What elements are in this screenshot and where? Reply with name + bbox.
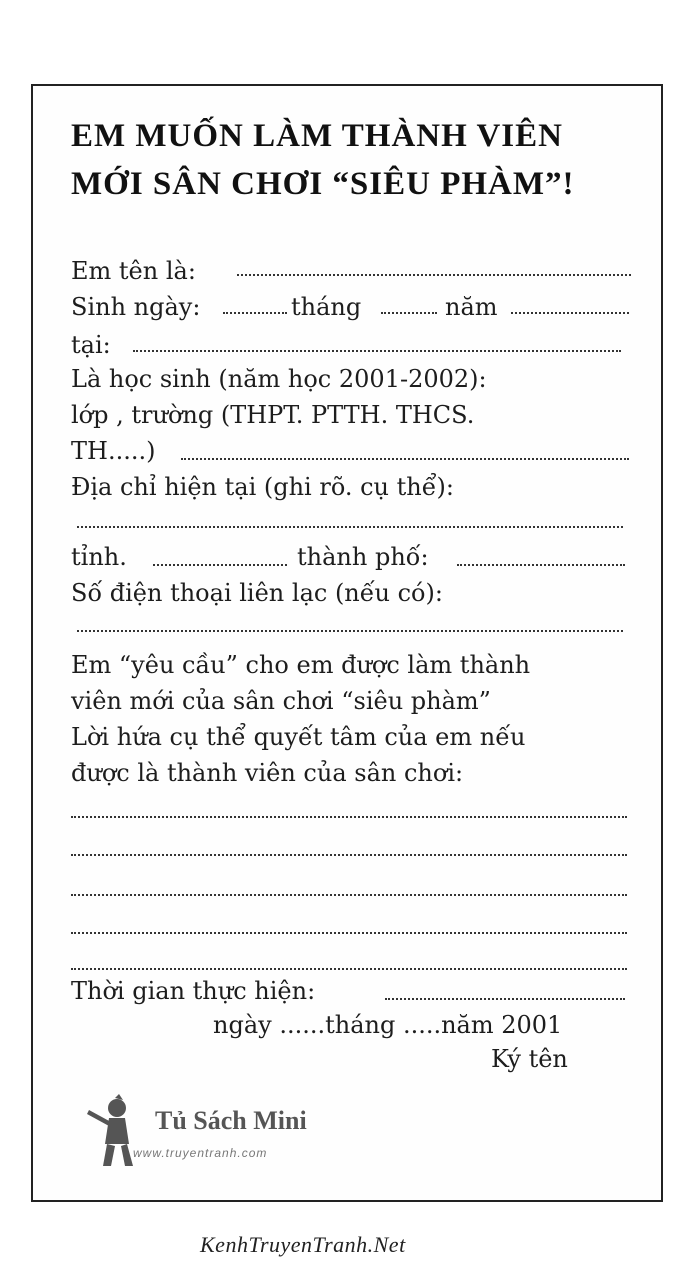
year-label: năm: [445, 293, 498, 321]
school-field-line[interactable]: [181, 458, 629, 460]
promise-line-2: được là thành viên của sân chơi:: [71, 759, 464, 787]
address-label: Địa chỉ hiện tại (ghi rõ. cụ thể):: [71, 473, 454, 501]
dob-day-field-line[interactable]: [223, 312, 287, 314]
name-field-line[interactable]: [237, 274, 631, 276]
month-label: tháng: [291, 293, 362, 321]
city-label: thành phố:: [297, 543, 429, 571]
dob-month-field-line[interactable]: [381, 312, 437, 314]
dob-label: Sinh ngày:: [71, 293, 201, 321]
province-field-line[interactable]: [153, 564, 287, 566]
class-school-line: lớp , trường (THPT. PTTH. THCS.: [71, 401, 475, 429]
time-field-line[interactable]: [385, 998, 625, 1000]
promise-line-1: Lời hứa cụ thể quyết tâm của em nếu: [71, 723, 526, 751]
site-watermark: KenhTruyenTranh.Net: [200, 1232, 406, 1257]
time-label: Thời gian thực hiện:: [71, 977, 316, 1005]
promise-field-line[interactable]: [71, 894, 627, 896]
address-field-line[interactable]: [77, 526, 623, 528]
place-field-line[interactable]: [133, 350, 621, 352]
student-label: Là học sinh (năm học 2001-2002):: [71, 365, 487, 393]
place-label: tại:: [71, 331, 111, 359]
reading-figure-icon: [85, 1092, 145, 1172]
form-title-line1: EM MUỐN LÀM THÀNH VIÊN: [71, 118, 563, 154]
city-field-line[interactable]: [457, 564, 625, 566]
promise-field-line[interactable]: [71, 816, 627, 818]
date-line: ngày ......tháng .....năm 2001: [213, 1011, 563, 1039]
promise-field-line[interactable]: [71, 968, 627, 970]
school-types-end: TH.....): [71, 437, 156, 465]
name-label: Em tên là:: [71, 257, 196, 285]
request-line-1: Em “yêu cầu” cho em được làm thành: [71, 651, 531, 679]
phone-label: Số điện thoại liên lạc (nếu có):: [71, 579, 443, 607]
logo-name: Tủ Sách Mini: [155, 1106, 307, 1135]
request-line-2: viên mới của sân chơi “siêu phàm”: [71, 687, 491, 715]
province-label: tỉnh.: [71, 543, 127, 571]
phone-field-line[interactable]: [77, 630, 623, 632]
membership-form-card: [31, 84, 663, 1202]
tu-sach-mini-logo: [85, 1092, 325, 1172]
logo-url: www.truyentranh.com: [133, 1146, 268, 1160]
promise-field-line[interactable]: [71, 932, 627, 934]
dob-year-field-line[interactable]: [511, 312, 629, 314]
promise-field-line[interactable]: [71, 854, 627, 856]
form-title-line2: MỚI SÂN CHƠI “SIÊU PHÀM”!: [71, 166, 575, 202]
signature-label: Ký tên: [491, 1045, 568, 1073]
